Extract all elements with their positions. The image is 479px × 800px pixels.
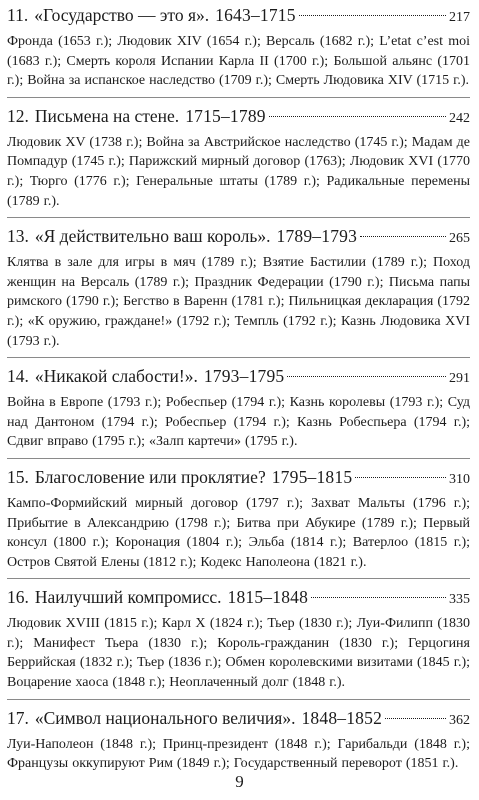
divider [7, 357, 470, 358]
chapter-heading [7, 4, 470, 29]
chapter-entries: Фронда (1653 г.); Людовик XIV (1654 г.); Версаль (1682 г.); L’etat c’est moi (1683 г.); Смерть короля Испании Карла II (1700 г.); Большой альянс (1701 г.); Война за испанское наследство (1709 г.); Смерть Людовика XIV (1715 г.). [7, 34, 470, 89]
dot-leader [299, 15, 446, 16]
divider [7, 217, 470, 218]
chapter-number: 15. [7, 466, 29, 487]
chapter-16 [7, 586, 470, 692]
chapter-title: Благословение или проклятие? [34, 466, 266, 487]
chapter-heading [7, 586, 470, 611]
page-folio-number: 9 [235, 772, 244, 791]
chapter-years: 1793–1795 [203, 366, 285, 387]
chapter-number: 14. [7, 366, 29, 387]
dot-leader [269, 116, 446, 117]
divider [7, 578, 470, 579]
chapter-number: 13. [7, 226, 29, 247]
chapter-title: «Символ национального величия». [34, 707, 296, 728]
chapter-12 [7, 105, 470, 211]
chapter-title: Наилучший компромисс. [34, 587, 222, 608]
dot-leader [355, 477, 446, 478]
chapter-years: 1715–1789 [185, 105, 266, 126]
chapter-heading [7, 225, 470, 250]
dot-leader [287, 376, 446, 377]
dot-leader [311, 597, 446, 598]
divider [7, 699, 470, 700]
chapter-entries: Война в Европе (1793 г.); Робеспьер (1794 г.); Казнь королевы (1793 г.); Суд над Дантоном (1794 г.); Робеспьер (1794 г.); Казнь Робеспьера (1794 г.); Сдвиг вправо (1795 г.); «Залп картечи» (1795 г.). [7, 395, 470, 450]
chapter-17 [7, 707, 470, 774]
chapter-title: «Государство — это я». [34, 5, 210, 25]
chapter-years: 1789–1793 [276, 226, 358, 247]
divider [7, 97, 470, 98]
chapter-entries: Кампо-Формийский мирный договор (1797 г.); Захват Мальты (1796 г.); Прибытие в Александрию (1798 г.); Битва при Абукире (1789 г.); Первый консул (1800 г.); Коронация (1804 г.); Эльба (1814 г.); Ватерлоо (1815 г.); Остров Святой Елены (1812 г.); Кодекс Наполеона (1821 г.). [7, 495, 470, 570]
chapter-years: 1795–1815 [271, 466, 353, 487]
chapter-page-number: 265 [449, 231, 470, 247]
chapter-number: 17. [7, 707, 29, 728]
chapter-14 [7, 365, 470, 452]
chapter-number: 11. [7, 5, 29, 25]
dot-leader [385, 718, 446, 719]
divider [7, 458, 470, 459]
chapter-page-number: 242 [449, 110, 470, 126]
chapter-page-number: 217 [449, 10, 470, 25]
chapter-page-number: 362 [449, 712, 470, 728]
chapter-11 [7, 4, 470, 91]
chapter-page-number: 291 [449, 371, 470, 387]
chapter-page-number: 335 [449, 592, 470, 608]
chapter-years: 1815–1848 [227, 587, 309, 608]
chapter-page-number: 310 [449, 471, 470, 487]
chapter-13 [7, 225, 470, 351]
chapter-number: 12. [7, 105, 29, 126]
chapter-title: Письмена на стене. [34, 105, 180, 126]
chapter-heading [7, 466, 470, 491]
chapter-entries: Клятва в зале для игры в мяч (1789 г.); Взятие Бастилии (1789 г.); Поход женщин на Версаль (1789 г.); Праздник Федерации (1790 г.); Письма папы римского (1790 г.); Бегство в Варенн (1781 г.); Пильницкая декларация (1792 г.); «К оружию, граждане!» (1792 г.); Темпль (1792 г.); Казнь Людовика XVI (1793 г.). [7, 255, 470, 349]
chapter-title: «Я действительно ваш король». [34, 226, 271, 247]
chapter-heading [7, 707, 470, 732]
chapter-number: 16. [7, 587, 29, 608]
chapter-heading [7, 365, 470, 390]
chapter-years: 1643–1715 [215, 5, 296, 25]
chapter-15 [7, 466, 470, 572]
chapter-title: «Никакой слабости!». [34, 366, 198, 387]
chapter-years: 1848–1852 [301, 707, 383, 728]
chapter-entries: Людовик XV (1738 г.); Война за Австрийское наследство (1745 г.); Мадам де Помпадур (1745 г.); Парижский мирный договор (1763); Людовик XVI (1770 г.); Тюрго (1776 г.); Генеральные штаты (1789 г.); Радикальные перемены (1789 г.). [7, 134, 470, 209]
dot-leader [360, 236, 446, 237]
chapter-heading [7, 105, 470, 130]
chapter-entries: Луи-Наполеон (1848 г.); Принц-президент (1848 г.); Гарибальди (1848 г.); Французы оккупируют Рим (1849 г.); Государственный переворот (1851 г.). [7, 736, 470, 772]
chapter-entries: Людовик XVIII (1815 г.); Карл X (1824 г.); Тьер (1830 г.); Луи-Филипп (1830 г.); Манифест Тьера (1830 г.); Король-гражданин (1830 г.); Герцогиня Беррийская (1832 г.); Тьер (1836 г.); Обмен королевскими визитами (1845 г.); Воцарение хаоса (1848 г.); Неоплаченный долг (1848 г.). [7, 616, 470, 691]
toc-list [7, 4, 470, 774]
